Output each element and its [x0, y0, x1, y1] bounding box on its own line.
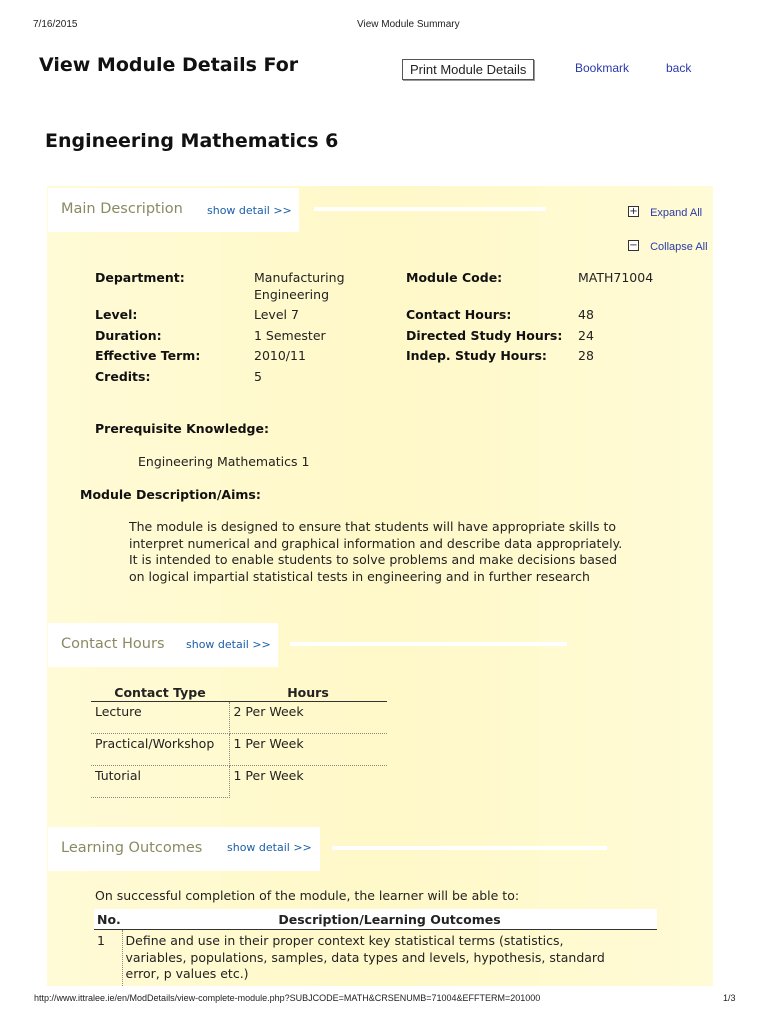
- contact-hours-value: 48: [578, 307, 594, 322]
- expand-all-control[interactable]: [628, 201, 702, 220]
- module-aims-label: Module Description/Aims:: [80, 487, 261, 502]
- contact-type-cell: Practical/Workshop: [91, 734, 229, 766]
- learning-outcomes-intro: On successful completion of the module, the learner will be able to:: [95, 888, 520, 903]
- print-footer-url: http://www.ittralee.ie/en/ModDetails/view-complete-module.php?SUBJCODE=MATH&CRSENUMB=71004&EFFTERM=201000: [34, 993, 541, 1003]
- table-row: [91, 734, 387, 766]
- plus-box-icon[interactable]: +: [629, 206, 638, 217]
- learning-outcomes-show-detail-link[interactable]: show detail >>: [227, 841, 312, 854]
- outcome-number-cell: 1: [97, 933, 105, 948]
- learning-outcomes-table: [94, 909, 657, 986]
- directed-study-hours-value: 24: [578, 328, 594, 343]
- main-description-label: Main Description: [61, 201, 183, 217]
- section-divider: [290, 642, 567, 646]
- module-aims-text: The module is designed to ensure that students will have appropriate skills to interpret numerical and graphical information and describe data appropriately. It is intended to enable students to solve problems and make decisions based on logical impartial statistical tests in engineering and in further research: [129, 519, 623, 584]
- effective-term-label: Effective Term:: [95, 348, 201, 363]
- effective-term-value: 2010/11: [254, 348, 306, 363]
- minus-box-icon[interactable]: −: [629, 240, 638, 251]
- directed-study-hours-label: Directed Study Hours:: [406, 328, 563, 343]
- hours-cell: 1 Per Week: [233, 768, 304, 783]
- collapse-all-control[interactable]: [628, 235, 708, 254]
- duration-value: 1 Semester: [254, 328, 326, 343]
- column-header: Contact Type: [91, 683, 229, 702]
- indep-study-hours-value: 28: [578, 348, 594, 363]
- module-name-heading: Engineering Mathematics 6: [45, 130, 339, 152]
- main-description-header: [48, 188, 299, 232]
- back-link[interactable]: back: [666, 61, 692, 75]
- credits-value: 5: [254, 369, 262, 384]
- level-value: Level 7: [254, 307, 299, 322]
- contact-hours-section-label: Contact Hours: [61, 636, 165, 652]
- contact-hours-show-detail-link[interactable]: show detail >>: [186, 638, 271, 651]
- indep-study-hours-label: Indep. Study Hours:: [406, 348, 547, 363]
- bookmark-link[interactable]: Bookmark: [575, 61, 630, 75]
- outcome-description-cell: Define and use in their proper context key statistical terms (statistics, variables, populations, samples, data types and levels, hypothesis, standard error, p values etc.): [122, 930, 657, 986]
- main-description-show-detail-link[interactable]: show detail >>: [207, 204, 292, 217]
- expand-all-link[interactable]: Expand All: [650, 207, 703, 219]
- duration-label: Duration:: [95, 328, 162, 343]
- department-value-line2: Engineering: [254, 287, 329, 302]
- prerequisite-knowledge-value: Engineering Mathematics 1: [138, 454, 310, 469]
- hours-cell: 1 Per Week: [229, 734, 387, 766]
- section-divider: [314, 207, 546, 211]
- table-row: [94, 930, 657, 986]
- print-title: View Module Summary: [357, 19, 460, 30]
- level-label: Level:: [95, 307, 138, 322]
- column-header: No.: [94, 909, 122, 930]
- column-header: Hours: [229, 683, 387, 702]
- print-date: 7/16/2015: [33, 19, 78, 30]
- column-header: Description/Learning Outcomes: [122, 909, 657, 930]
- prerequisite-knowledge-label: Prerequisite Knowledge:: [95, 421, 269, 436]
- page-title: View Module Details For: [39, 54, 299, 76]
- contact-type-cell: Lecture: [91, 702, 229, 734]
- table-row: [91, 702, 387, 734]
- section-divider: [332, 846, 607, 850]
- contact-hours-header: [48, 623, 278, 667]
- credits-label: Credits:: [95, 369, 151, 384]
- department-label: Department:: [95, 270, 185, 285]
- module-code-value: MATH71004: [578, 270, 654, 285]
- contact-hours-table: [91, 683, 387, 798]
- print-page-number: 1/3: [723, 993, 736, 1003]
- hours-cell: 2 Per Week: [229, 702, 387, 734]
- contact-type-cell: Tutorial: [91, 766, 229, 798]
- learning-outcomes-section-label: Learning Outcomes: [61, 840, 203, 856]
- department-value-line1: Manufacturing: [254, 270, 345, 285]
- contact-hours-label: Contact Hours:: [406, 307, 512, 322]
- print-module-details-button[interactable]: Print Module Details: [402, 59, 534, 80]
- module-code-label: Module Code:: [406, 270, 503, 285]
- collapse-all-link[interactable]: Collapse All: [650, 241, 708, 253]
- learning-outcomes-header: [48, 827, 320, 871]
- table-row: [91, 766, 387, 798]
